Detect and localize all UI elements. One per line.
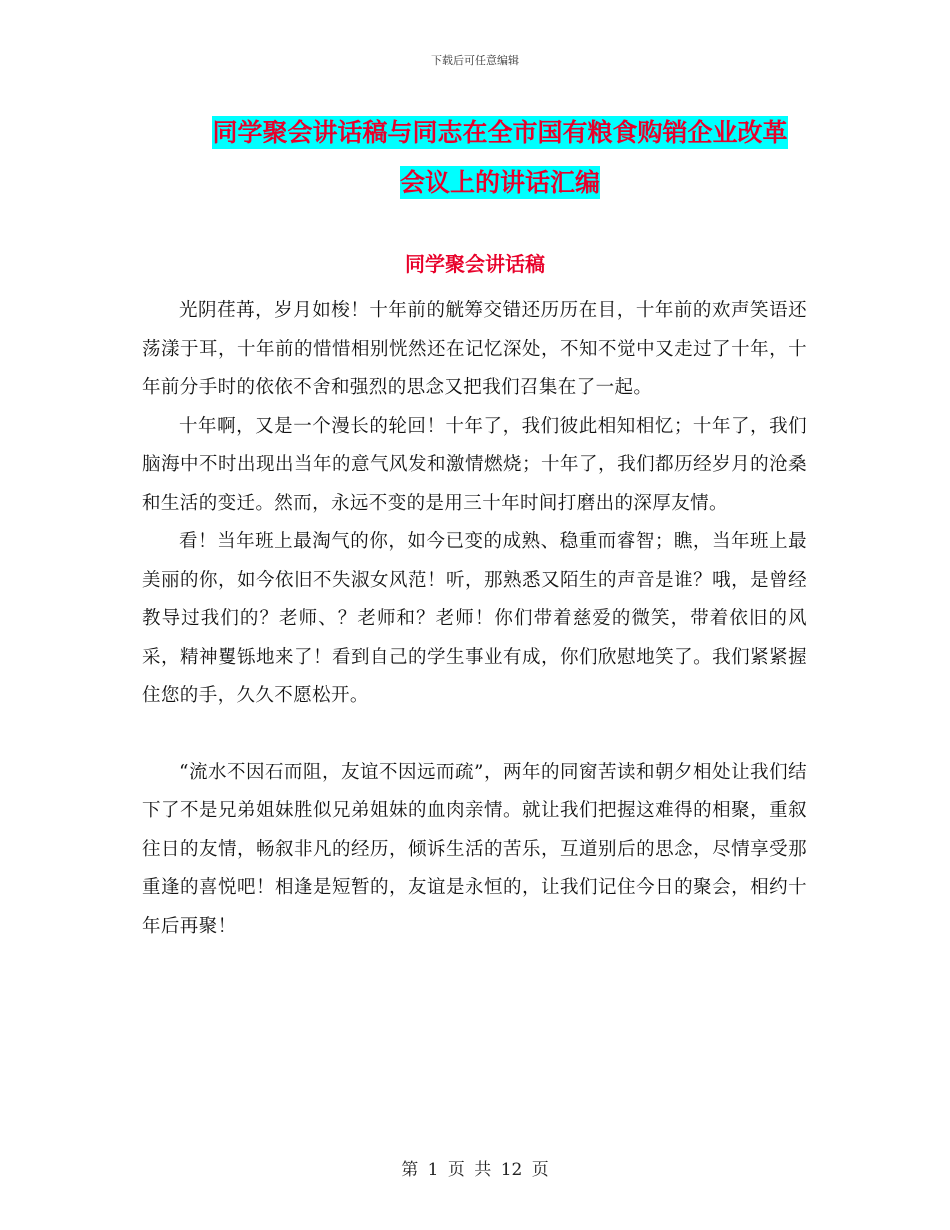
title-line-2: 会议上的讲话汇编 [399,168,600,197]
paragraph: 光阴荏苒，岁月如梭！十年前的觥筹交错还历历在目，十年前的欢声笑语还荡漾于耳，十年前的惜惜相别恍然还在记忆深处，不知不觉中又走过了十年，十年前分手时的依依不舍和强烈的思念又把我们召集在了一起。 [142,300,807,398]
body-text [142,292,807,946]
title-line-1: 同学聚会讲话稿与同志在全市国有粮食购销企业改革 [212,118,788,147]
document-title [150,108,850,208]
paragraph: “流水不因石而阻，友谊不因远而疏”，两年的同窗苦读和朝夕相处让我们结下了不是兄弟姐妹胜似兄弟姐妹的血肉亲情。就让我们把握这难得的相聚，重叙往日的友情，畅叙非凡的经历，倾诉生活的苦乐，互道别后的思念，尽情享受那重逢的喜悦吧！相逢是短暂的，友谊是永恒的，让我们记住今日的聚会，相约十年后再聚！ [142,761,807,937]
section-heading: 同学聚会讲话稿 [405,252,545,276]
header-note: 下载后可任意编辑 [431,54,519,67]
paragraph: 十年啊，又是一个漫长的轮回！十年了，我们彼此相知相忆；十年了，我们脑海中不时出现出当年的意气风发和激情燃烧；十年了，我们都历经岁月的沧桑和生活的变迁。然而，永远不变的是用三十年时间打磨出的深厚友情。 [142,415,807,514]
page-footer: 第 1 页 共 12 页 [401,1160,549,1180]
paragraph: 看！当年班上最淘气的你，如今已变的成熟、稳重而睿智；瞧，当年班上最美丽的你，如今依旧不失淑女风范！听，那熟悉又陌生的声音是谁？哦，是曾经教导过我们的？老师、？老师和？老师！你们带着慈爱的微笑，带着依旧的风采，精神矍铄地来了！看到自己的学生事业有成，你们欣慰地笑了。我们紧紧握住您的手，久久不愿松开。 [142,531,807,706]
